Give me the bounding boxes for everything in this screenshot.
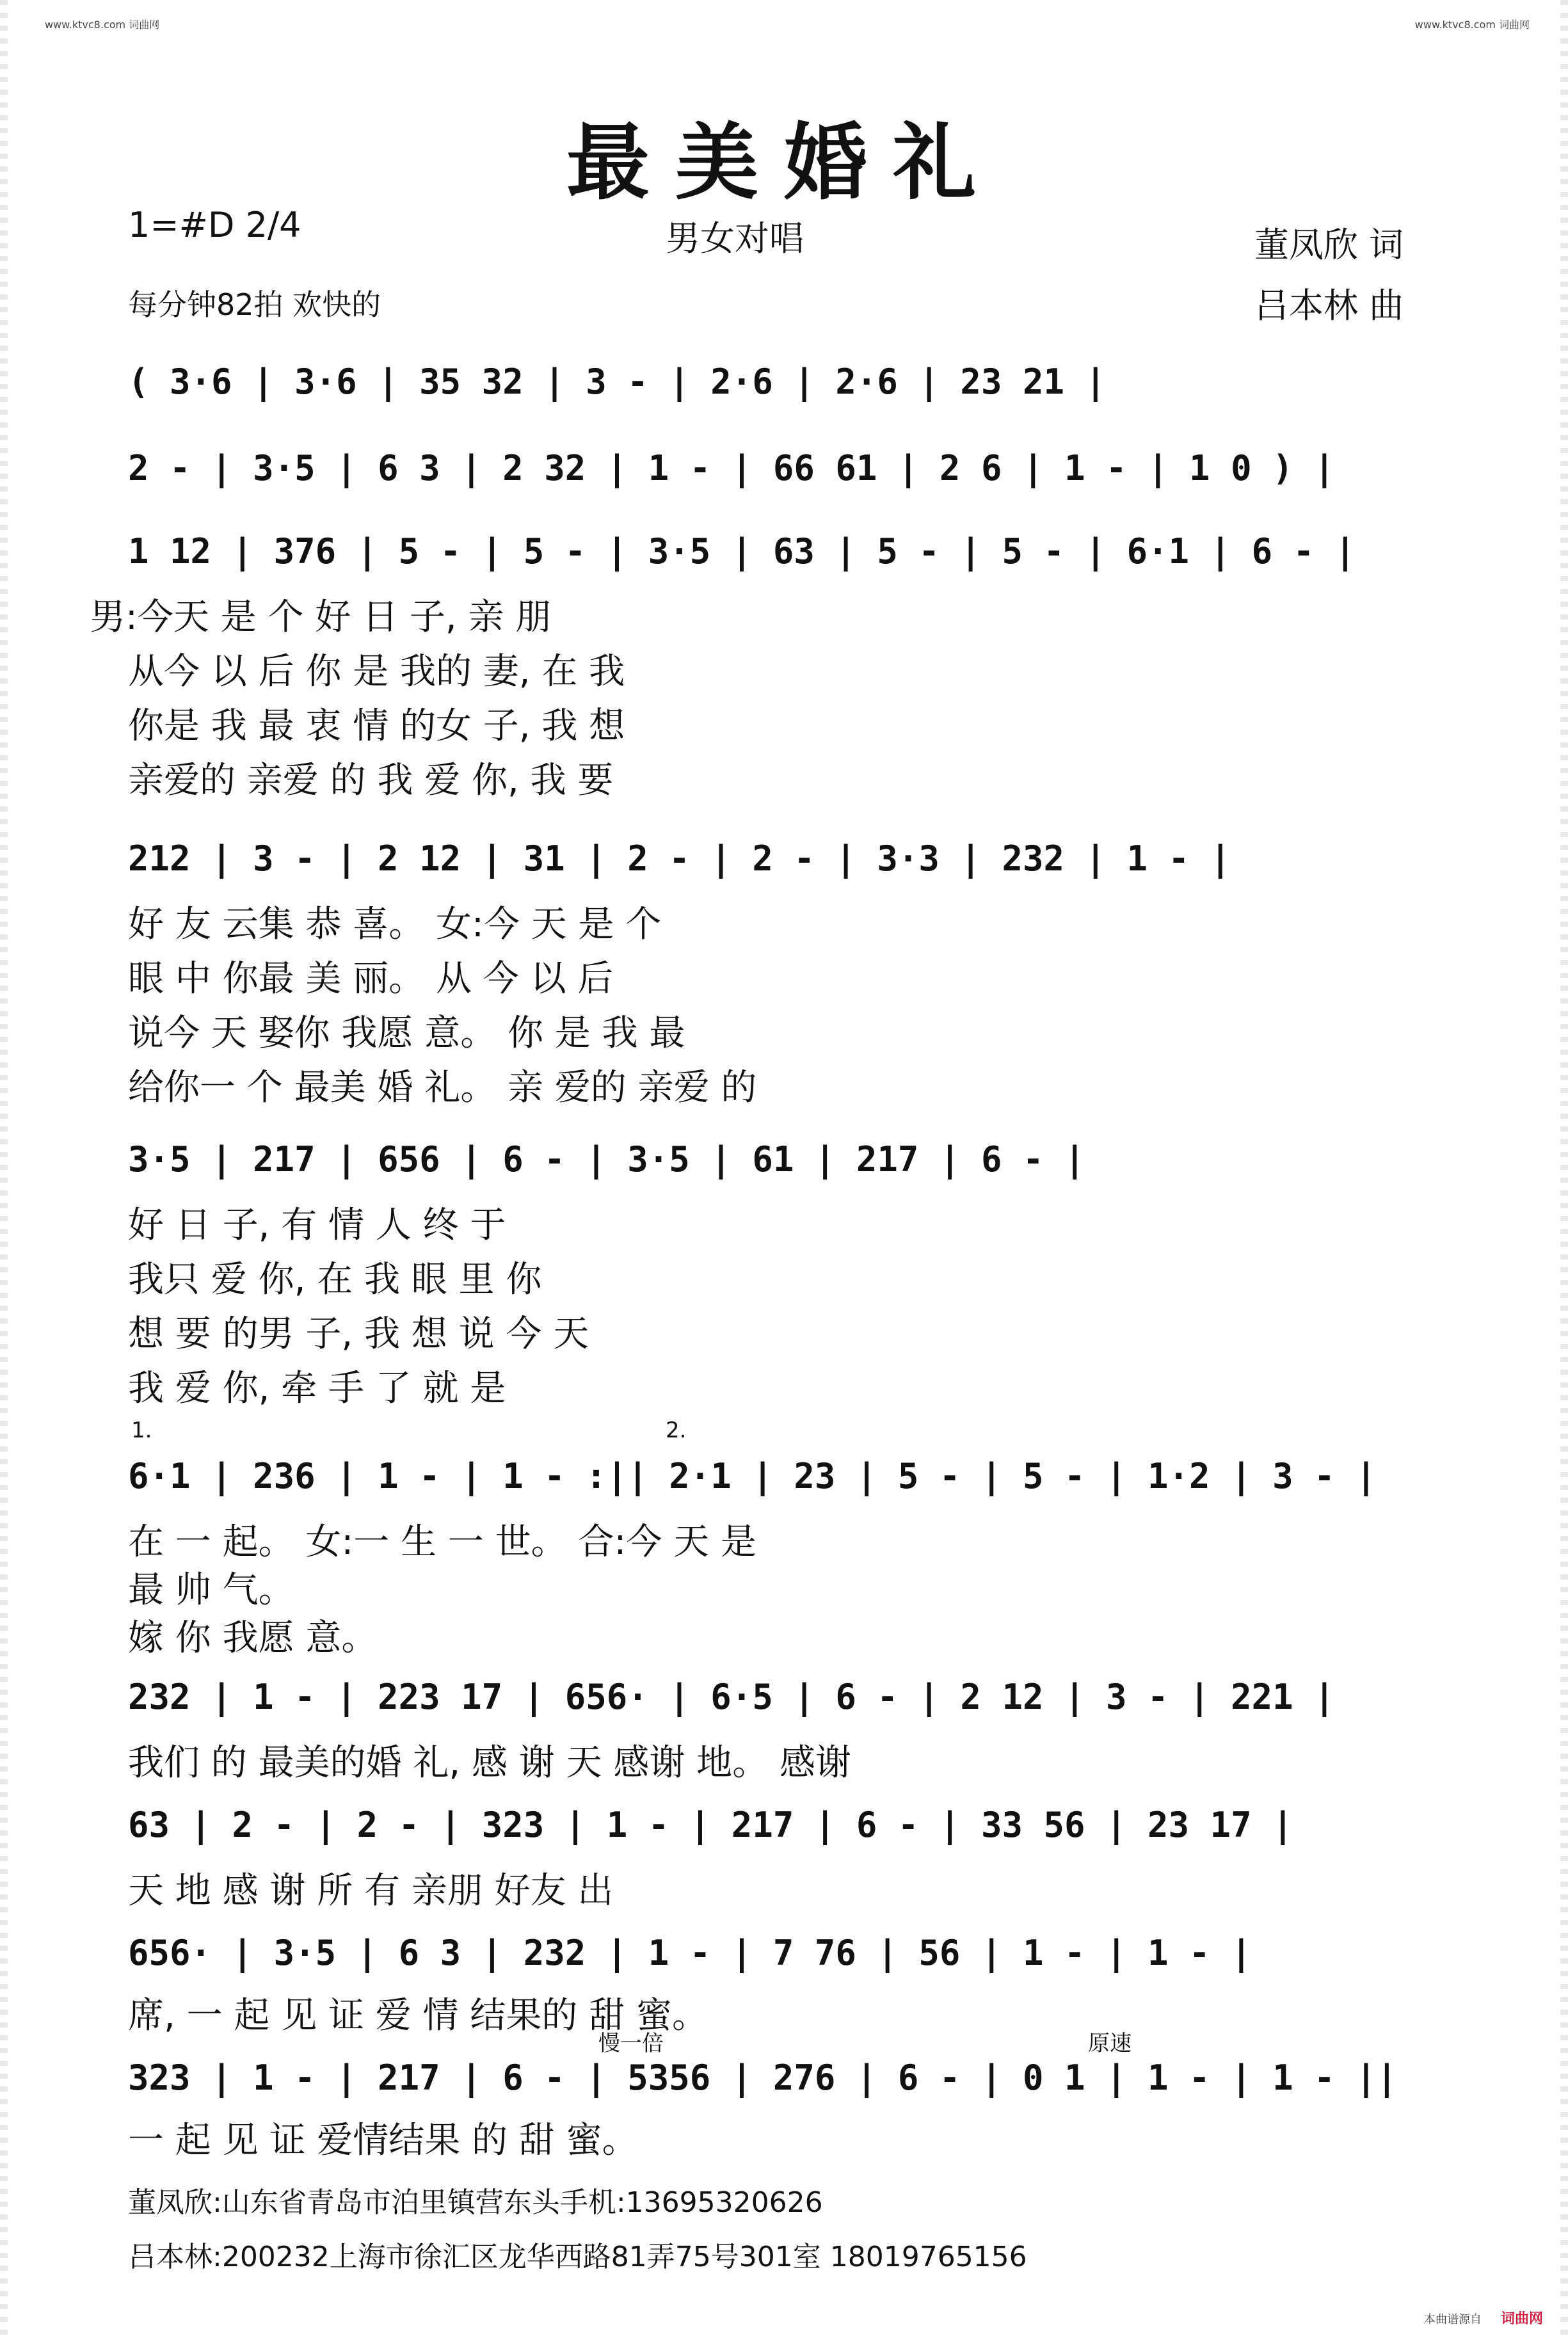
score-line-9: 656· | 3·5 | 6 3 | 232 | 1 - | 7 76 | 56 | 1 - | 1 - | xyxy=(128,1933,1252,1973)
score-line-3: 1 12 | 376 | 5 - | 5 - | 3·5 | 63 | 5 - | 5 - | 6·1 | 6 - | xyxy=(128,531,1356,572)
lyric-line-6: 眼 中 你最 美 丽。 从 今 以 后 xyxy=(128,958,614,1000)
score-line-10: 323 | 1 - | 217 | 6 - | 5356 | 276 | 6 - | 0 1 | 1 - | 1 - || xyxy=(128,2058,1398,2098)
song-title: 最美婚礼 xyxy=(566,114,1002,211)
score-line-7: 232 | 1 - | 223 17 | 656· | 6·5 | 6 - | 2 12 | 3 - | 221 | xyxy=(128,1677,1335,1717)
footer-composer-contact: 吕本林:200232上海市徐汇区龙华西路81弄75号301室 18019765156 xyxy=(128,2241,1027,2273)
song-subtitle: 男女对唱 xyxy=(666,218,804,259)
lyric-line-7: 说今 天 娶你 我愿 意。 你 是 我 最 xyxy=(128,1012,685,1054)
lyric-line-19: 一 起 见 证 爱情结果 的 甜 蜜。 xyxy=(128,2120,638,2161)
lyric-line-3: 你是 我 最 衷 情 的女 子, 我 想 xyxy=(128,705,625,747)
lyric-line-2: 从今 以 后 你 是 我的 妻, 在 我 xyxy=(128,651,625,692)
score-line-2: 2 - | 3·5 | 6 3 | 2 32 | 1 - | 66 61 | 2 6 | 1 - | 1 0 ) | xyxy=(128,448,1335,488)
original-tempo-mark: 原速 xyxy=(1088,2031,1132,2056)
lyric-line-1: 男:今天 是 个 好 日 子, 亲 朋 xyxy=(90,596,552,638)
score-line-5: 3·5 | 217 | 656 | 6 - | 3·5 | 61 | 217 | 6 - | xyxy=(128,1139,1085,1180)
score-line-6: 6·1 | 236 | 1 - | 1 - :|| 2·1 | 23 | 5 - | 5 - | 1·2 | 3 - | xyxy=(128,1456,1377,1496)
volta-1-label: 1. xyxy=(131,1418,152,1443)
lyric-line-14: 最 帅 气。 xyxy=(128,1569,294,1611)
score-line-4: 212 | 3 - | 2 12 | 31 | 2 - | 2 - | 3·3 | 232 | 1 - | xyxy=(128,838,1231,879)
lyric-line-5: 好 友 云集 恭 喜。 女:今 天 是 个 xyxy=(128,904,662,945)
right-decorative-border xyxy=(1560,0,1568,2336)
source-note: 本曲谱源自 xyxy=(1424,2313,1482,2326)
slow-tempo-mark: 慢一倍 xyxy=(598,2031,664,2056)
lyric-line-18: 席, 一 起 见 证 爱 情 结果的 甜 蜜。 xyxy=(128,1995,708,2036)
site-watermark-right: www.ktvc8.com 词曲网 xyxy=(1414,19,1530,31)
lyric-line-11: 想 要 的男 子, 我 想 说 今 天 xyxy=(128,1313,589,1355)
key-signature: 1=#D 2/4 xyxy=(128,205,301,245)
lyric-line-4: 亲爱的 亲爱 的 我 爱 你, 我 要 xyxy=(128,760,614,801)
lyric-line-8: 给你一 个 最美 婚 礼。 亲 爱的 亲爱 的 xyxy=(128,1067,757,1108)
lyric-line-17: 天 地 感 谢 所 有 亲朋 好友 出 xyxy=(128,1870,614,1912)
tempo-marking: 每分钟82拍 欢快的 xyxy=(128,287,381,322)
site-watermark-left: www.ktvc8.com 词曲网 xyxy=(45,19,160,31)
score-line-1: ( 3·6 | 3·6 | 35 32 | 3 - | 2·6 | 2·6 | 23 21 | xyxy=(128,362,1107,402)
composer-credit: 吕本林 曲 xyxy=(1254,285,1404,326)
score-line-8: 63 | 2 - | 2 - | 323 | 1 - | 217 | 6 - | 33 56 | 23 17 | xyxy=(128,1805,1293,1845)
lyric-line-13: 在 一 起。 女:一 生 一 世。 合:今 天 是 xyxy=(128,1521,756,1563)
site-logo: 词曲网 xyxy=(1501,2311,1544,2327)
volta-2-label: 2. xyxy=(666,1418,687,1443)
lyricist-credit: 董凤欣 词 xyxy=(1254,225,1404,265)
lyric-line-16: 我们 的 最美的婚 礼, 感 谢 天 感谢 地。 感谢 xyxy=(128,1742,852,1784)
footer-lyricist-contact: 董凤欣:山东省青岛市泊里镇营东头手机:13695320626 xyxy=(128,2186,823,2219)
lyric-line-9: 好 日 子, 有 情 人 终 于 xyxy=(128,1204,506,1246)
lyric-line-10: 我只 爱 你, 在 我 眼 里 你 xyxy=(128,1259,542,1300)
lyric-line-12: 我 爱 你, 牵 手 了 就 是 xyxy=(128,1368,506,1409)
lyric-line-15: 嫁 你 我愿 意。 xyxy=(128,1617,378,1659)
left-decorative-border xyxy=(0,0,8,2336)
